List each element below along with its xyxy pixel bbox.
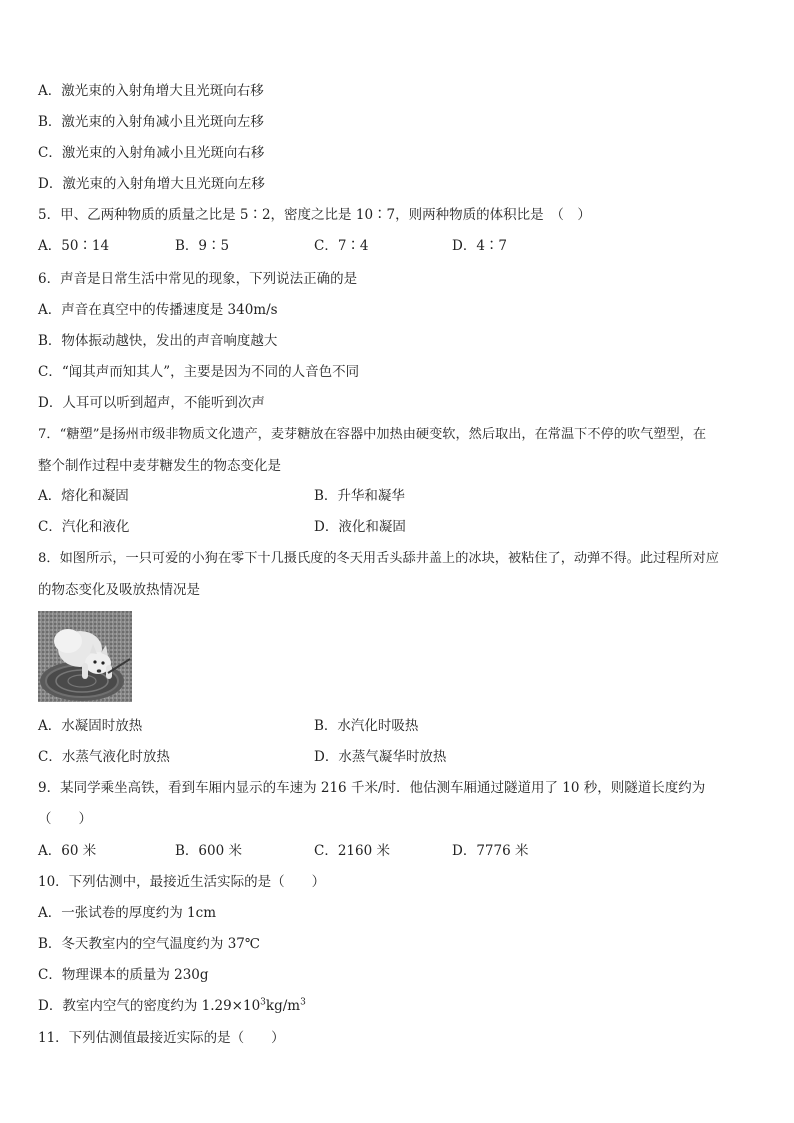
q4-option-b: B．激光束的入射角减小且光斑向左移	[38, 114, 264, 130]
q8-stem-line1: 8．如图所示，一只可爱的小狗在零下十几摄氏度的冬天用舌头舔井盖上的冰块，被粘住了，动弹不得。此过程所对应	[38, 551, 719, 566]
q7-stem-line2: 整个制作过程中麦芽糖发生的物态变化是	[38, 458, 281, 474]
q10-option-d	[38, 997, 306, 1015]
q5-option-a: A．50∶14	[38, 238, 110, 254]
q8-option-d: D．水蒸气凝华时放热	[314, 749, 447, 765]
q6-option-c: C．“闻其声而知其人”，主要是因为不同的人音色不同	[38, 364, 360, 380]
q5-stem: 5．甲、乙两种物质的质量之比是 5∶2，密度之比是 10∶7，则两种物质的体积比是 （ ）	[38, 207, 591, 223]
q6-option-b: B．物体振动越快，发出的声音响度越大	[38, 333, 278, 349]
q8-option-b: B．水汽化时吸热	[314, 718, 419, 734]
q8-option-c: C．水蒸气液化时放热	[38, 749, 170, 765]
q9-option-b: B．600 米	[175, 843, 242, 859]
q5-option-d: D．4∶7	[452, 238, 508, 254]
q6-option-d: D．人耳可以听到超声，不能听到次声	[38, 395, 265, 411]
q9-option-d: D．7776 米	[452, 843, 529, 859]
q9-stem-line1: 9．某同学乘坐高铁，看到车厢内显示的车速为 216 千米/时．他估测车厢通过隧道用了 10 秒，则隧道长度约为	[38, 780, 706, 796]
q4-option-c: C．激光束的入射角减小且光斑向右移	[38, 145, 265, 161]
q10-option-d-unit-exponent: 3	[300, 997, 306, 1008]
q9-option-c: C．2160 米	[314, 843, 390, 859]
q10-option-d-text: D．教室内空气的密度约为 1.29×10	[38, 998, 261, 1014]
q6-stem: 6．声音是日常生活中常见的现象，下列说法正确的是	[38, 271, 358, 287]
q8-stem-line2: 的物态变化及吸放热情况是	[38, 582, 200, 598]
q10-stem: 10．下列估测中，最接近生活实际的是（ ）	[38, 874, 326, 890]
q11-stem: 11．下列估测值最接近实际的是（ ）	[38, 1030, 285, 1046]
q10-option-c: C．物理课本的质量为 230g	[38, 967, 209, 983]
q5-option-c: C．7∶4	[314, 238, 369, 254]
q9-option-a: A．60 米	[38, 843, 97, 859]
q7-stem-line1: 7．“糖塑”是扬州市级非物质文化遗产，麦芽糖放在容器中加热由硬变软，然后取出，在常温下不停的吹气塑型，在	[38, 427, 707, 442]
q10-option-d-unit: kg/m	[265, 998, 301, 1014]
q6-option-a: A．声音在真空中的传播速度是 340m/s	[38, 302, 278, 318]
q10-option-a: A．一张试卷的厚度约为 1cm	[38, 905, 216, 921]
q7-option-a: A．熔化和凝固	[38, 488, 129, 504]
q4-option-d: D．激光束的入射角增大且光斑向左移	[38, 176, 265, 192]
dog-licking-manhole-photo	[38, 611, 132, 702]
q10-option-d-exponent: 3	[260, 997, 266, 1008]
q10-option-b: B．冬天教室内的空气温度约为 37℃	[38, 936, 260, 952]
q7-option-d: D．液化和凝固	[314, 519, 406, 535]
q4-option-a: A．激光束的入射角增大且光斑向右移	[38, 83, 264, 99]
q5-option-b: B．9∶5	[175, 238, 230, 254]
q7-option-c: C．汽化和液化	[38, 519, 130, 535]
q7-option-b: B．升华和凝华	[314, 488, 405, 504]
q8-option-a: A．水凝固时放热	[38, 718, 143, 734]
q9-stem-line2: （ ）	[38, 811, 92, 827]
